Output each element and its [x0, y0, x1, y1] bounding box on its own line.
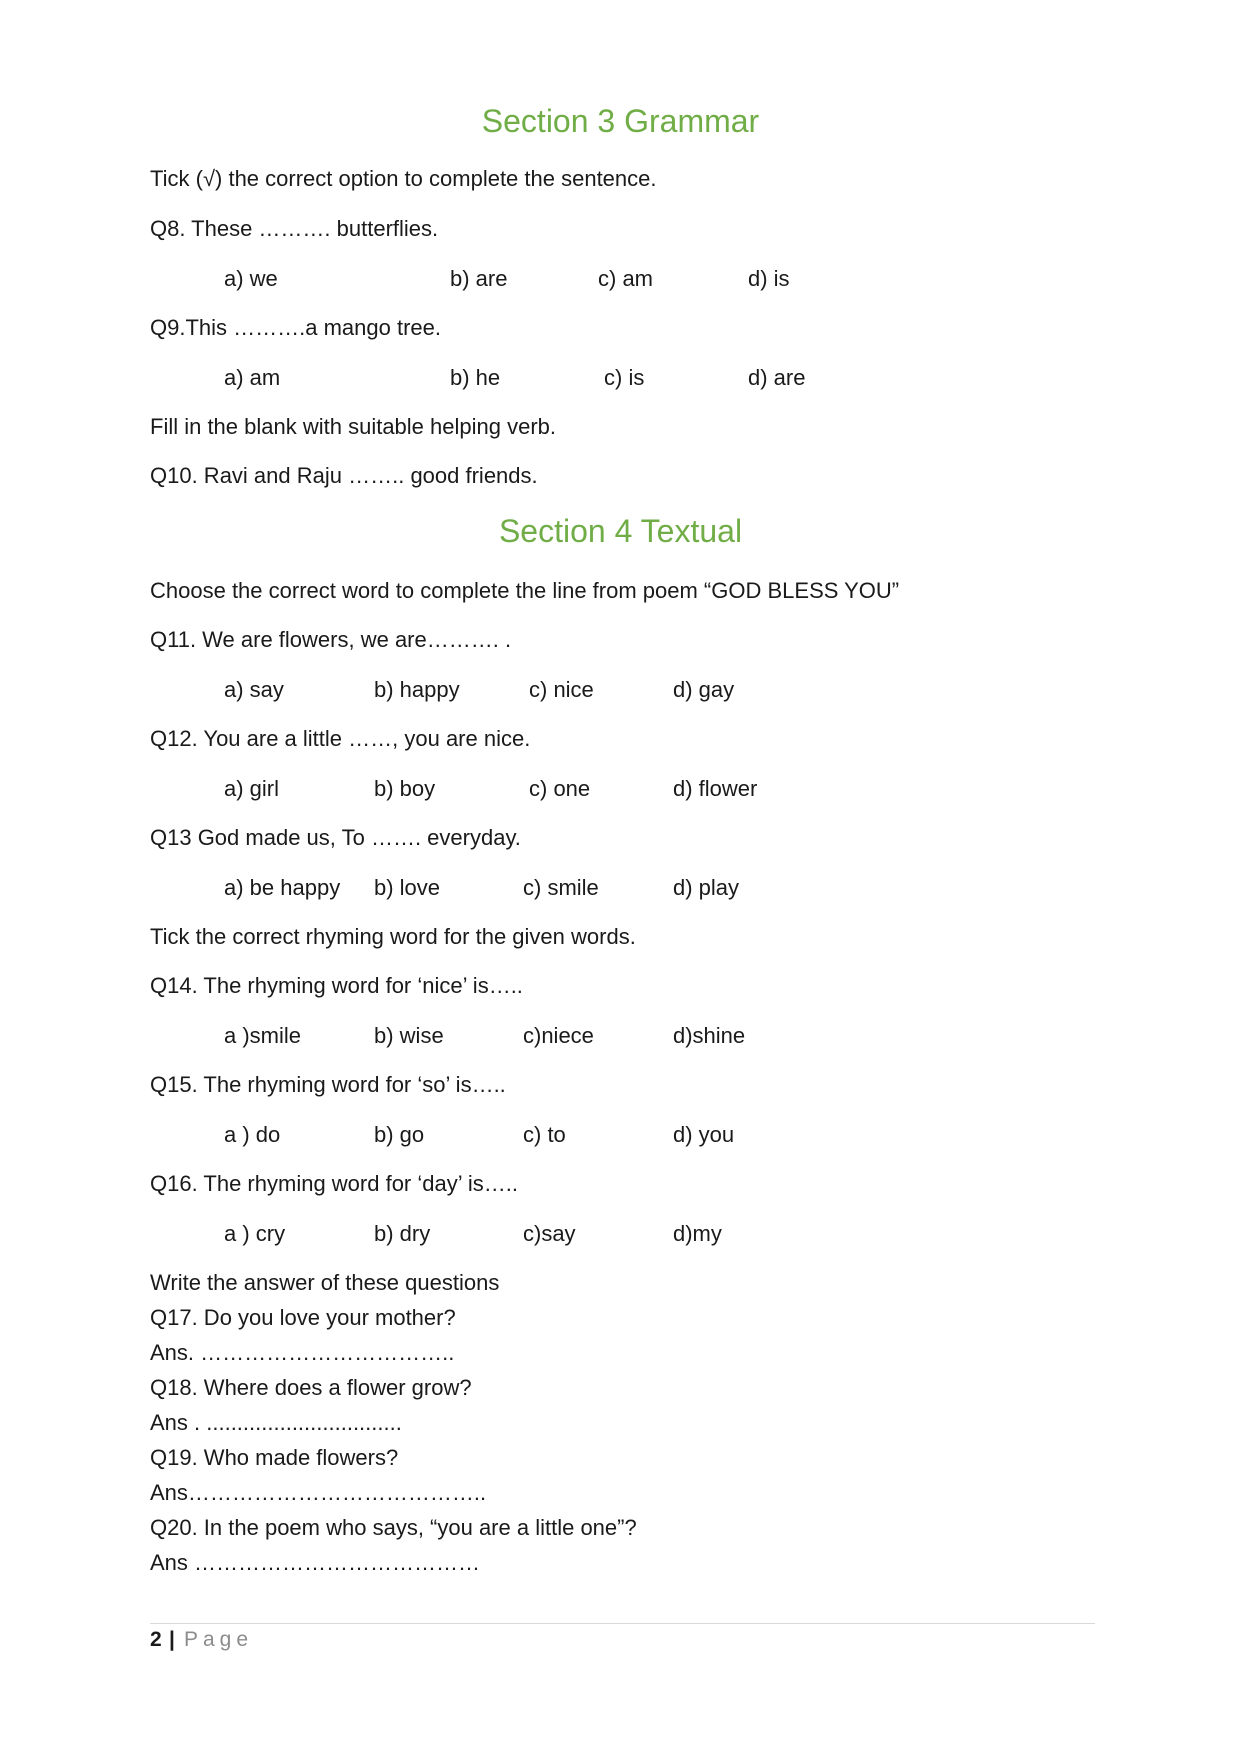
- footer-page-label: Page: [184, 1628, 254, 1651]
- q14-option-c: c)niece: [523, 1023, 594, 1048]
- q8-option-a: a) we: [224, 266, 278, 291]
- question-q16: Q16. The rhyming word for ‘day’ is…..: [150, 1171, 519, 1196]
- question-q12: Q12. You are a little ……, you are nice.: [150, 726, 531, 751]
- q15-option-a: a ) do: [224, 1122, 281, 1147]
- question-q18: Q18. Where does a flower grow?: [150, 1375, 472, 1400]
- footer-page-number: 2: [150, 1628, 162, 1651]
- q9-option-a: a) am: [224, 365, 281, 390]
- q12-option-a: a) girl: [224, 776, 280, 801]
- q11-option-b: b) happy: [374, 677, 460, 702]
- answer-q18: Ans . ................................: [150, 1410, 402, 1435]
- textual-instruction-choose: Choose the correct word to complete the line from poem “GOD BLESS YOU”: [150, 578, 900, 603]
- q14-option-b: b) wise: [374, 1023, 444, 1048]
- question-q15: Q15. The rhyming word for ‘so’ is…..: [150, 1072, 506, 1097]
- q16-option-a: a ) cry: [224, 1221, 286, 1246]
- q9-option-d: d) are: [748, 365, 806, 390]
- textual-instruction-rhyme: Tick the correct rhyming word for the given words.: [150, 924, 636, 949]
- q8-option-d: d) is: [748, 266, 790, 291]
- question-q17: Q17. Do you love your mother?: [150, 1305, 456, 1330]
- footer-divider: [150, 1623, 1095, 1624]
- grammar-instruction-fill: Fill in the blank with suitable helping verb.: [150, 414, 557, 439]
- q9-option-c: c) is: [604, 365, 645, 390]
- question-q13: Q13 God made us, To ……. everyday.: [150, 825, 521, 850]
- question-q9: Q9.This ……….a mango tree.: [150, 315, 441, 340]
- question-q11: Q11. We are flowers, we are………. .: [150, 627, 512, 652]
- answer-q17: Ans. ……………………………..: [150, 1340, 455, 1365]
- grammar-instruction-tick: Tick (√) the correct option to complete the sentence.: [150, 166, 657, 191]
- q16-option-d: d)my: [673, 1221, 722, 1246]
- q12-option-d: d) flower: [673, 776, 758, 801]
- q11-option-a: a) say: [224, 677, 284, 702]
- q13-option-c: c) smile: [523, 875, 599, 900]
- q11-option-d: d) gay: [673, 677, 735, 702]
- q12-option-b: b) boy: [374, 776, 436, 801]
- question-q20: Q20. In the poem who says, “you are a little one”?: [150, 1515, 637, 1540]
- section-4-title: Section 4 Textual: [498, 513, 743, 549]
- question-q8: Q8. These ………. butterflies.: [150, 216, 439, 241]
- q11-option-c: c) nice: [529, 677, 594, 702]
- q13-option-b: b) love: [374, 875, 441, 900]
- q16-option-c: c)say: [523, 1221, 576, 1246]
- answer-q20: Ans …………………………………: [150, 1550, 481, 1575]
- q15-option-d: d) you: [673, 1122, 735, 1147]
- textual-instruction-write: Write the answer of these questions: [150, 1270, 500, 1295]
- q13-option-a: a) be happy: [224, 875, 341, 900]
- q9-option-b: b) he: [450, 365, 501, 390]
- question-q14: Q14. The rhyming word for ‘nice’ is…..: [150, 973, 523, 998]
- q8-option-c: c) am: [598, 266, 653, 291]
- q14-option-d: d)shine: [673, 1023, 746, 1048]
- q8-option-b: b) are: [450, 266, 508, 291]
- q15-option-b: b) go: [374, 1122, 425, 1147]
- q15-option-c: c) to: [523, 1122, 566, 1147]
- q12-option-c: c) one: [529, 776, 591, 801]
- section-3-title: Section 3 Grammar: [481, 103, 760, 139]
- q13-option-d: d) play: [673, 875, 740, 900]
- answer-q19: Ans…………………………………..: [150, 1480, 487, 1505]
- footer-separator: |: [169, 1628, 175, 1651]
- question-q10: Q10. Ravi and Raju …….. good friends.: [150, 463, 538, 488]
- question-q19: Q19. Who made flowers?: [150, 1445, 399, 1470]
- q14-option-a: a )smile: [224, 1023, 302, 1048]
- q16-option-b: b) dry: [374, 1221, 431, 1246]
